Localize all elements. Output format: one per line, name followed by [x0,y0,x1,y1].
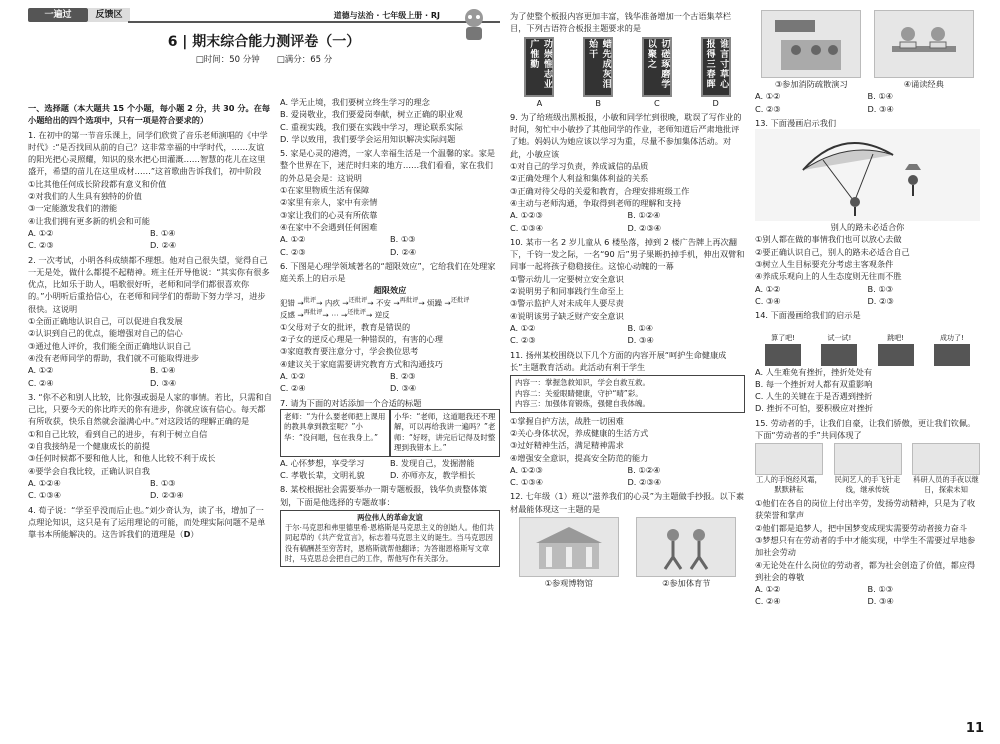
question-5 [280,147,500,258]
picture-item [761,10,861,90]
statement: ④没有老师同学的帮助，我们就不可能取得进步 [28,352,200,363]
picture-item [636,517,736,589]
option-c[interactable]: C. ②③ [755,103,781,114]
option-b[interactable]: B. ①②④ [627,464,661,475]
content-line: 内容一：掌握急救知识，学会自救互救。 [515,378,650,388]
parachute-cartoon [755,129,980,221]
page-number: 11 [965,720,984,736]
cliff-cartoon [755,322,980,366]
statement: ③一定能激发我们的潜能 [28,203,118,214]
column-3 [510,10,745,736]
flow-edge: 批评 [303,296,317,304]
proverb-cards [510,37,745,109]
story-title: 两位伟人的革命友谊 [357,513,423,523]
option-c[interactable]: C. ③④ [755,295,781,306]
question-stem: 3. “你不必和别人比较，比你强或弱是人家的事情。若比，只需和自己比，只要今天的你比昨天的你有进步，你就应该有信心。每天都有所收获，快乐自然就会溢满心中。”对这段话的理解正确的是 [28,391,272,427]
option-a[interactable]: A. ①② [28,365,54,376]
option-c[interactable]: C. ②④ [280,383,306,394]
option-d[interactable]: D. ②③ [867,295,894,306]
option-d[interactable]: D. ②④ [150,240,177,251]
column-4 [755,10,980,736]
card-text: 蜡先成灰泪始干 [583,37,613,97]
card-label: A [536,97,543,108]
sports-illustration [636,517,736,577]
option-b[interactable]: B. ①③ [867,283,894,294]
option-c[interactable]: C. ②③ [510,335,536,346]
option-b[interactable]: B. ①④ [150,227,176,238]
statement: ①在家里物质生活有保障 [280,185,370,196]
column-1 [28,36,272,736]
option-b[interactable]: B. ①③ [390,234,416,245]
flow-row-2: 反感 →$^{再批评}$→ ⋯ →$^{还批评}$→ 逆反 [280,308,390,320]
option-a[interactable]: A. 心怀梦想，享受学习 [280,457,365,468]
option-d[interactable]: D. ②③④ [150,490,184,501]
option-b[interactable]: B. ①③ [150,477,176,488]
statement: ③警示监护人对未成年人要尽责 [510,298,624,309]
option-d[interactable]: D. 亦师亦友，教学相长 [390,470,476,481]
statement: ④建议关于家庭需要讲究教育方式和沟通技巧 [280,358,443,369]
flow-diagram [280,297,500,321]
picture-caption: ①参观博物馆 [544,578,593,588]
flow-edge: 还批评 [347,308,367,316]
flow-node: 烦躁 [427,298,443,308]
statement: ②关心身体状况，养成健康的生活方式 [510,427,649,438]
question-8-continued [510,10,745,109]
option-c[interactable]: C. ②④ [28,377,54,388]
question-stem: 5. 家是心灵的港湾，一家人幸福生活是一个温馨的家。家是整个世界在下，迷茫时归来的地方……我们看看，家在我们的外总是会是：这说明 [280,148,496,183]
picture-row [510,517,745,589]
cartoon-caption: 别人的路未必适合你 [830,222,905,233]
question-stem: 2. 一次考试，小明各科成绩都不理想。他对自己很失望，觉得自己一无是处，做什么都提不起精神。班主任开导他说：“其实你有很多优点，比如乐于助人，唱歌很好听，老师和同学们都很喜欢你的。”小明听后重拾信心，在老师和同学们的帮助下努力学习，进步很快。这说明 [28,254,270,314]
option-d[interactable]: D. 挫折不可怕，要积极应对挫折 [755,403,873,414]
dialogue-right: 小华：“老师，这道题我还不理解，可以再给我讲一遍吗？”老师：“好呀，讲完后记得及时整理到我错本上。” [390,409,500,457]
card-label: B [595,97,601,108]
option-b[interactable]: B. 发现自己，发掘潜能 [390,457,475,468]
flow-node: 内疚 [324,298,340,308]
option-d[interactable]: D. ③④ [867,596,894,607]
header-rule [128,21,500,23]
section-heading: 一、选择题（本大题共 15 个小题，每小题 2 分，共 30 分。在每小题给出的四个选项中，只有一项是符合要求的） [28,103,271,126]
flow-node: 不安 [375,298,391,308]
question-15 [755,417,980,608]
answer-mark: D [183,529,191,540]
question-stem: 7. 请为下面的对话添加一个合适的标题 [280,397,422,408]
statement: ④主动与老师沟通，争取得到老师的理解和支持 [510,197,682,208]
option-d[interactable]: D. ③④ [390,383,417,394]
option-b[interactable]: B. 爱岗敬业，我们要爱岗奉献，树立正确的职业观 [280,109,463,120]
column-2 [280,96,500,736]
statement: ③家让我们的心灵有所依靠 [280,209,378,220]
question-stem: 15. 劳动者的手，让我们自豪，让我们骄傲，更让我们钦佩。下面“劳动者的手”共同体现了 [755,417,976,441]
question-stem: 4. 荀子说：“学至乎没而后止也。”刘少奇认为，读了书，增加了一点理论知识，这只是有了运用理论的可能，而处理实际问题不是单靠书本所能解决的。这告诉我们的道理是（D） [28,504,266,540]
card-label: C [654,97,660,108]
question-6 [280,260,500,395]
question-stem: 12. 七年级（1）班以“滋养我们的心灵”为主题做手抄报。以下素材最能体现这一主题的是 [510,491,745,514]
option-b[interactable]: B. ②③ [390,370,416,381]
proverb-card-d[interactable] [693,37,739,109]
question-3 [28,391,272,502]
cartoon-panel [821,333,857,366]
question-9 [510,111,745,234]
question-12-options [755,90,980,115]
content-line: 内容三：加强体育锻炼，强健自我体魄。 [515,399,650,409]
statement: ②要正确认识自己，别人的路未必适合自己 [755,246,910,257]
question-4 [28,504,272,541]
statement: ①父母对子女的批评，教育是错误的 [280,321,411,332]
statement: ①比其他任何成长阶段都有意义和价值 [28,178,167,189]
statement: ④让我们拥有更多新的机会和可能 [28,215,150,226]
proverb-card-b[interactable] [575,37,621,109]
speech-bubble: 试一试! [827,334,852,343]
question-11 [510,349,745,489]
statement: ③过好精神生活，满足精神需求 [510,440,624,451]
statement: ③树立人生目标要充分考虑主客观条件 [755,259,894,270]
picture-item [874,10,974,90]
speech-bubble: 成功了! [939,334,964,343]
photo-item [912,443,980,495]
photo-caption: 科研人员的手夜以继日，探索未知 [913,475,979,495]
option-c[interactable]: C. ①③④ [510,222,543,233]
stem-text: 4. 荀子说：“学至乎没而后止也。”刘少奇认为，读了书，增加了一点理论知识，这只是有了运用理论的可能，而处理实际问题不是单靠书本所能解决的。这告诉我们的道理是 [28,504,266,540]
option-a[interactable]: A. 人生难免有挫折，挫折处处有 [755,366,873,377]
flow-node: 犯错 [280,298,295,308]
photo-item [834,443,902,495]
story-text: 于尔·马克思和弗里德里希·恩格斯是马克思主义的创始人。他们共同起草的《共产党宣言》，标志着马克思主义的诞生。当马克思因没有稿酬甚至穷苦时，恩格斯就帮他翻译；为答谢恩格斯写文章时，马克思总会把自己的工作，帮他写作有关部分。 [285,523,494,563]
statement: ①全面正确地认识自己，可以促进自我发展 [28,316,183,327]
question-12 [510,490,745,589]
question-2 [28,254,272,389]
option-a[interactable]: A. ①② [280,234,306,245]
statement: ③通过他人评价，我们能全面正确地认识自己 [28,340,191,351]
section-tag: 反馈区 [88,8,130,22]
cartoon-panel [934,333,970,366]
picture-caption: ②参加体育节 [662,578,711,588]
statement: ④养成乐观向上的人生态度则无往而不胜 [755,271,902,282]
content-line: 内容二：关爱眼睛健康，守护“晴”彩。 [515,388,643,398]
statement: ④无论处在什么岗位的劳动者，都为社会创造了价值，都应得到社会的尊敬 [755,559,976,582]
statement: ①和自己比较，看到自己的进步，有利于树立自信 [28,428,208,439]
option-c[interactable]: C. ②④ [755,596,781,607]
statement: ②他们都是追梦人，把中国梦变成现实需要劳动者接力奋斗 [755,522,968,533]
option-a[interactable]: A. ①② [280,370,306,381]
option-b[interactable]: B. ①②④ [627,210,661,221]
question-stem: 为了使整个板报内容更加丰富，钱华准备增加一个古语集萃栏目，下列古语符合板报主题要求的是 [510,11,732,34]
option-d[interactable]: D. 学以致用，我们要学会运用知识解决实际问题 [280,133,456,144]
statement: ①掌握自护方法，战胜一切困难 [510,415,624,426]
option-b[interactable]: B. 每一个挫折对人都有双重影响 [755,378,873,389]
option-d[interactable]: D. ②③④ [627,477,662,488]
question-stem: 9. 为了给班级出黑板报，小敏和同学忙到很晚，耽误了写作业的时间，匆忙中小敏抄了其他同学的作业，老师知道后严肃地批评了她。妈妈认为她应该以学习为重，尽量不参加集体活动。对此，小敏应该 [510,111,742,159]
question-14 [755,309,980,414]
question-stem: 10. 某市一名 2 岁儿童从 6 楼坠落，掉到 2 楼广告牌上再次翻下，千钧一发之际，一名“90 后”男子果断扔掉手机，伸出双臂和同事一起将孩子稳稳接住。这惊心动魄的一幕 [510,236,745,272]
photo-caption: 工人的手饱经风霜，默默耕耘 [756,475,822,495]
question-stem: 11. 扬州某校围绕以下几个方面的内容开展“呵护生命健康成长”主题教育活动。此活动有利于学生 [510,349,727,372]
option-a[interactable]: A. 学无止境，我们要树立终生学习的理念 [280,97,430,107]
option-d[interactable]: D. ②③④ [627,222,662,233]
question-8 [280,483,500,567]
option-a[interactable]: A. ①②③ [510,210,543,221]
option-d[interactable]: D. ②④ [390,246,417,257]
question-1 [28,129,272,252]
reading-illustration [874,10,974,78]
cartoon-panel [765,333,801,366]
statement: ②对我们的人生具有独特的价值 [28,191,142,202]
option-a[interactable]: A. ①② [755,91,781,102]
option-d[interactable]: D. ③④ [150,377,177,388]
content-box [510,375,745,413]
question-stem: 14. 下面漫画给我们的启示是 [755,310,861,321]
book-title: 道德与法治 · 七年级上册 · RJ [333,11,440,20]
option-c[interactable]: C. 人生的关键在于是否遇到挫折 [755,391,873,402]
flow-edge: 还批评 [348,296,368,304]
statement: ④要学会自我比较，正确认识自我 [28,465,150,476]
hands-photos [755,443,980,495]
statement: ②认识到自己的优点，能增强对自己的信心 [28,328,183,339]
speech-bubble: 算了吧! [771,334,796,343]
option-a[interactable]: A. ①②④ [28,477,61,488]
picture-item [519,517,619,589]
statement: ③家庭教育要注意分寸，学会换位思考 [280,346,419,357]
photo-caption: 民间艺人的手飞针走线，继承传统 [834,475,901,495]
option-a[interactable]: A. ①② [755,584,781,595]
brand-tag: 一遍过 [28,8,88,22]
statement: ②家里有亲人，家中有亲情 [280,197,378,208]
option-d[interactable]: D. ③④ [867,103,894,114]
statement: ③梦想只有在劳动者的手中才能实现，中学生不需要过早地参加社会劳动 [755,534,976,558]
statement: ②说明男子和同事践行生命至上 [510,286,624,297]
flow-node: 逆反 [374,310,390,320]
flow-edge: 还批评 [450,296,470,304]
researcher-hand-photo [912,443,980,475]
flow-edge: 再批评 [399,296,419,304]
statement: ③正确对待父母的关爱和教育，合理安排班级工作 [510,185,690,196]
option-c[interactable]: C. ①③④ [510,477,543,488]
option-d[interactable]: D. ③④ [627,335,654,346]
picture-caption: ③参加消防疏散演习 [774,79,848,89]
option-c[interactable]: C. 重视实践，我们要在实践中学习，理论联系实际 [280,121,463,132]
option-c[interactable]: C. ①③④ [28,490,61,501]
statement: ②正确处理个人利益和集体利益的关系 [510,173,649,184]
fire-drill-illustration [761,10,861,78]
exam-meta: □时间：50 分钟 □满分：65 分 [195,55,333,65]
statement: ①对自己的学习负责，养成诚信的品质 [510,161,649,172]
question-stem: 1. 在初中的第一节音乐课上，同学们欣赏了音乐老师演唱的《中学时代》:“是否找回从前的自己？这非常幸福的中学时代，……友谊的阳光把心灵照耀，知识的泉水把心田灌溉……智慧的花儿在这里盛开，希望的苗儿在这里成材……”这首歌曲告诉我们，初中阶段 [28,129,268,177]
statement: ④增强安全意识，提高安全防范的能力 [510,452,649,463]
flow-node: 反感 [280,310,295,320]
option-b[interactable]: B. ①④ [627,322,654,333]
picture-caption: ④诵读经典 [903,79,944,89]
proverb-card-a[interactable] [516,37,562,109]
story-box [280,510,500,567]
worker-hand-photo [755,443,823,475]
option-a[interactable]: A. ①② [755,283,781,294]
statement: ①别人都在做的事情我们也可以放心去做 [755,234,902,245]
option-a[interactable]: A. ①② [510,322,536,333]
question-stem: 13. 下面漫画启示我们 [755,117,837,128]
card-text: 切磋琢磨学以聚之 [642,37,672,97]
dialogue-box [280,409,500,457]
statement: ②子女的逆反心理是一种错误的，有害的心理 [280,334,443,345]
statement: ③任何时候都不要和他人比，和他人比较不利于成长 [28,453,216,464]
speech-bubble: 跳吧! [887,334,905,343]
proverb-card-c[interactable] [634,37,680,109]
dialogue-left: 老师：“为什么要老师把上课用的教具拿到教室呢？”小华：“没问题，包在我身上。” [280,409,390,457]
question-13 [755,117,980,307]
question-10 [510,236,745,347]
statement: ④在家中不会遇到任何困难 [280,221,378,232]
statement: ①警示幼儿一定要树立安全意识 [510,273,624,284]
option-b[interactable]: B. ①④ [150,365,176,376]
cartoon-panel [878,333,914,366]
option-b[interactable]: B. ①③ [867,584,894,595]
photo-item [755,443,823,495]
statement: ②自我接纳是一个健康成长的前提 [28,441,150,452]
diagram-title: 超限效应 [373,285,407,296]
card-text: 谁言寸草心报得三春晖 [701,37,731,97]
question-stem: 6. 下图是心理学领域著名的“超限效应”，它给我们在处理家庭关系上的启示是 [280,260,496,284]
picture-row [755,10,980,90]
card-text: 功崇惟志业广惟勤 [524,37,554,97]
flow-edge: 再批评 [303,308,323,316]
option-b[interactable]: B. ①④ [867,91,894,102]
option-c[interactable]: C. ②③ [280,246,306,257]
option-a[interactable]: A. ①② [28,227,54,238]
flow-row-1: 犯错 →$^{批评}$→ 内疚 →$^{还批评}$→ 不安 →$^{再批评}$→ 烦躁 →$^{还批评}$ [280,296,470,308]
statement: ④说明该男子缺乏财产安全意识 [510,310,624,321]
option-c[interactable]: C. ②③ [28,240,54,251]
option-c[interactable]: C. 孝敬长辈，文明礼貌 [280,470,365,481]
question-stem: 8. 某校根据社会需要举办一期专题板报，钱华负责整体策划，下面是他选择的专题故事： [280,484,487,507]
statement: ①他们在各自的岗位上付出辛劳，发扬劳动精神，只是为了收获荣誉和掌声 [755,498,976,521]
question-7 [280,397,500,482]
option-a[interactable]: A. ①②③ [510,464,543,475]
artisan-hand-photo [834,443,902,475]
card-label: D [712,97,719,108]
page-title: 6 | 期末综合能力测评卷（一） [167,34,361,50]
museum-illustration [519,517,619,577]
